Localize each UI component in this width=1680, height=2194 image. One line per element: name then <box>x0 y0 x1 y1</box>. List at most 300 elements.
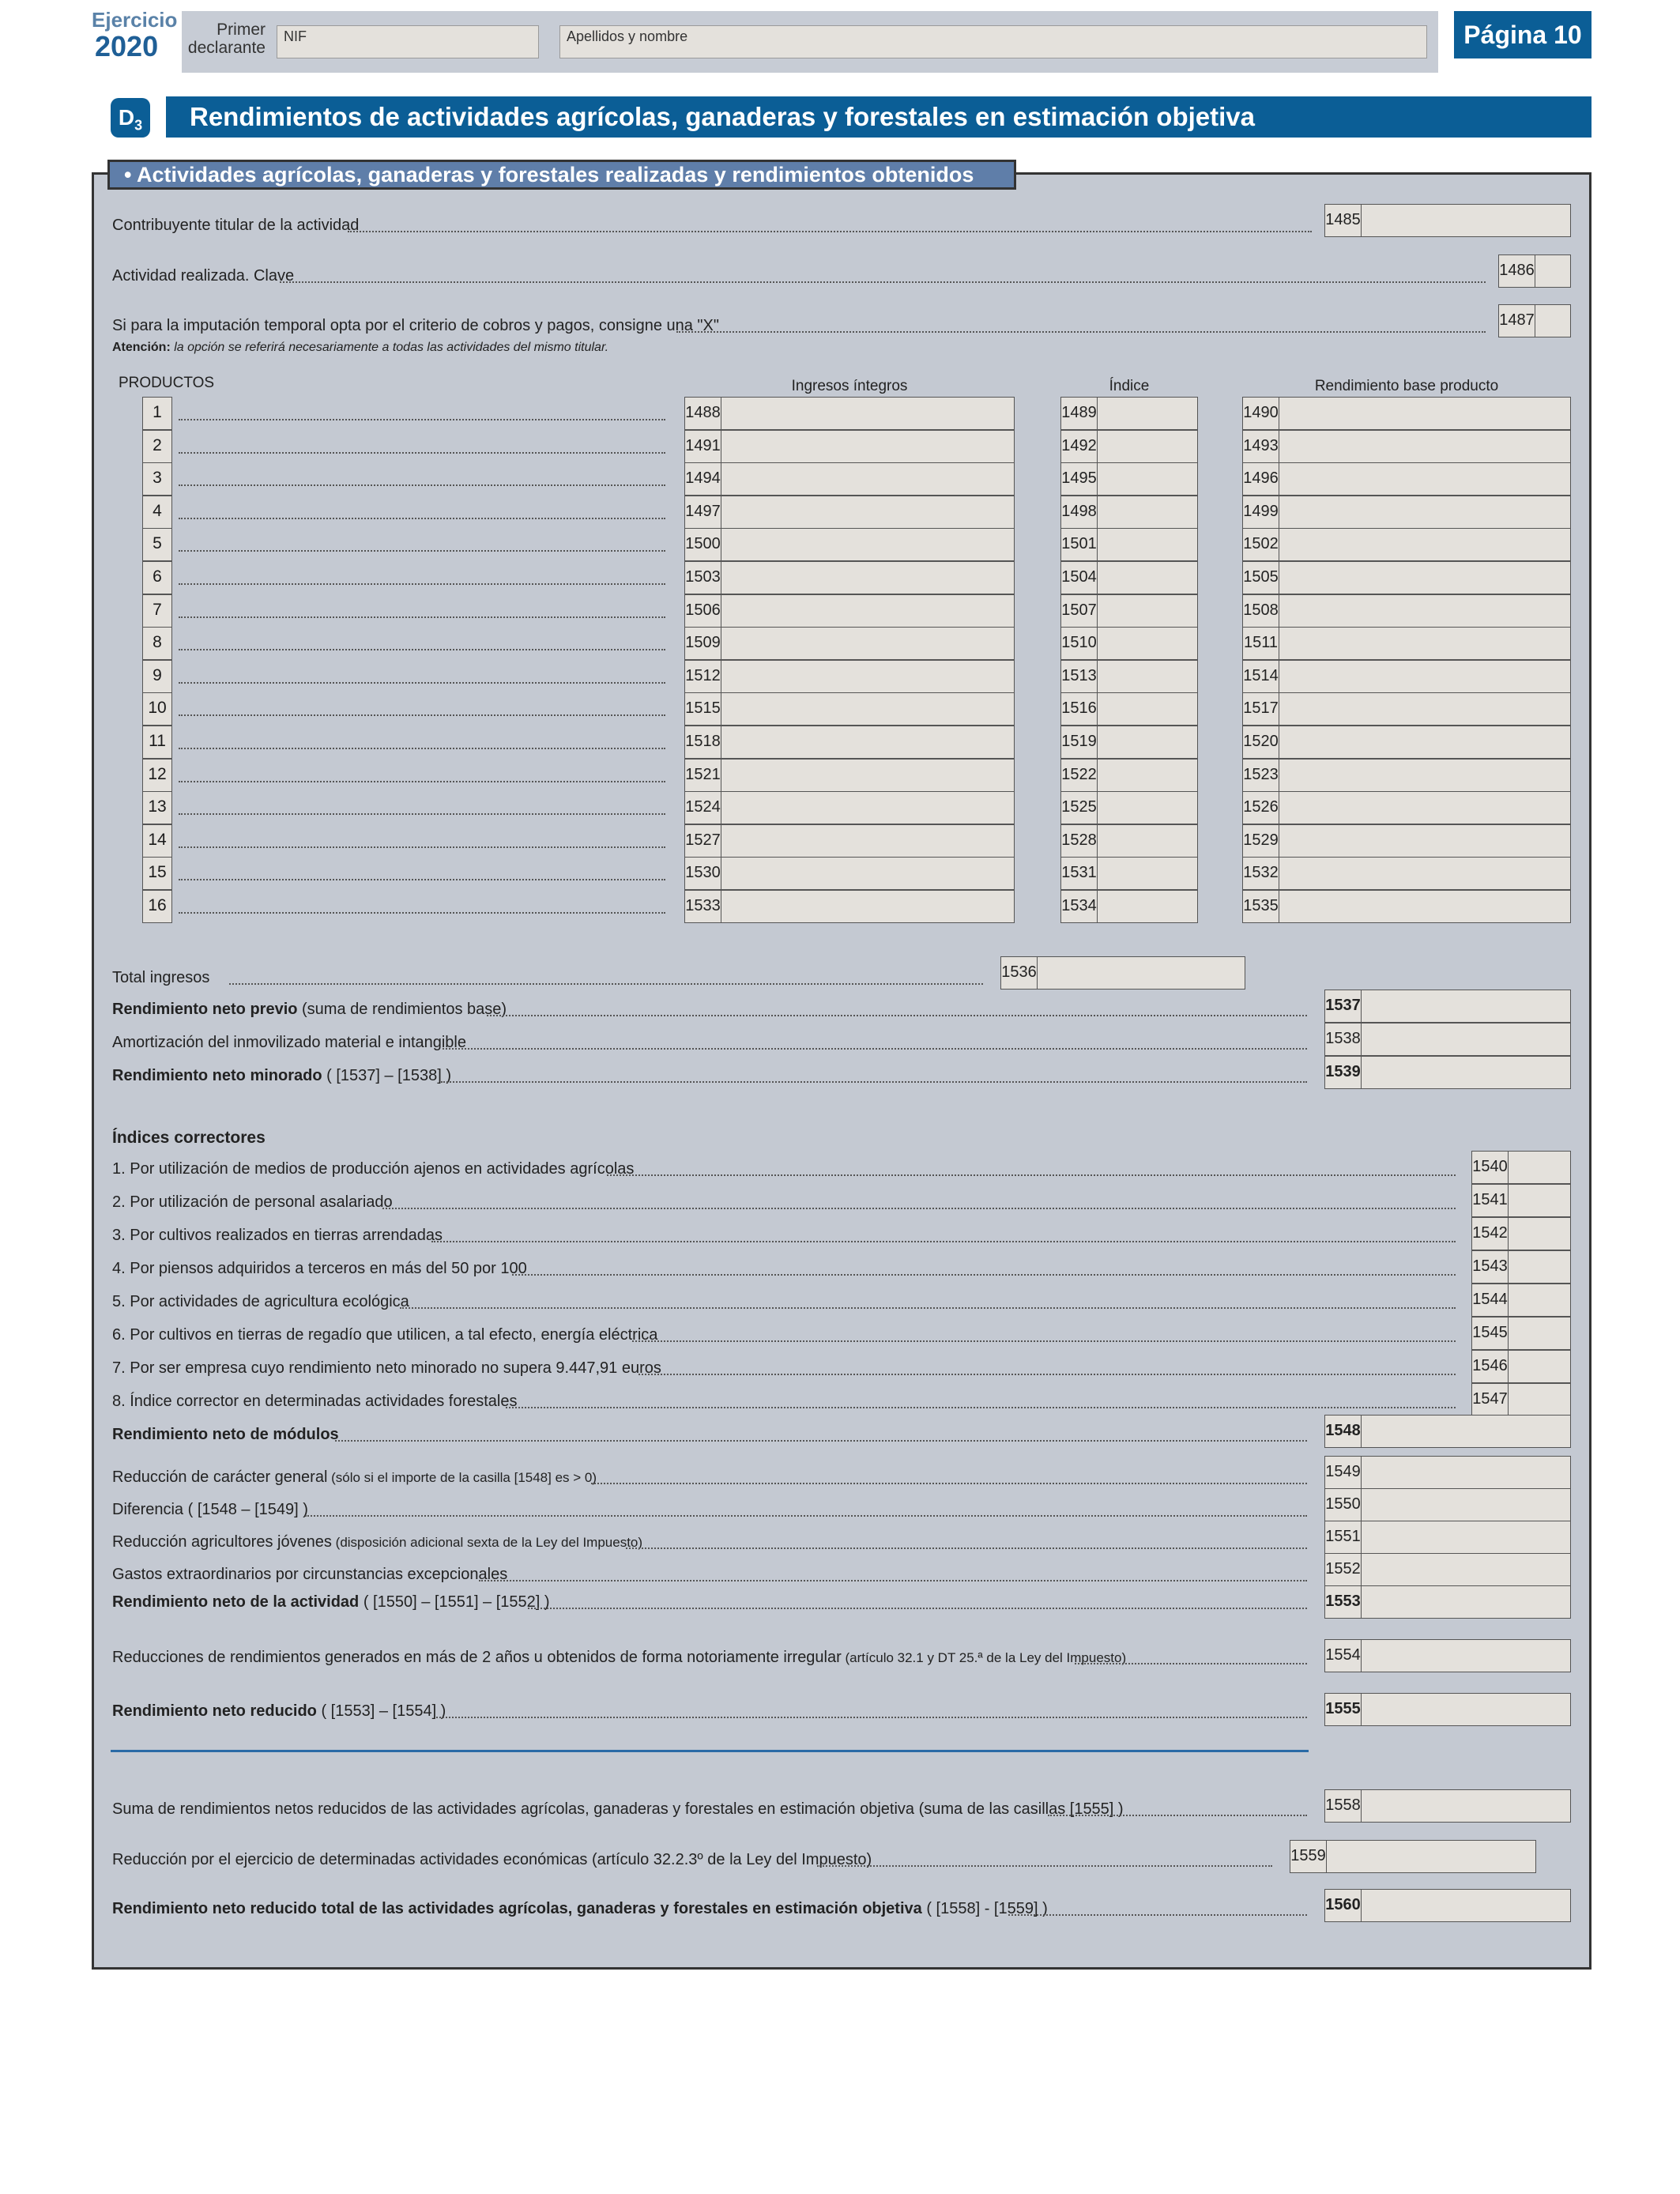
product-name-field[interactable] <box>175 496 667 527</box>
indice-corrector-box[interactable] <box>1471 1184 1571 1217</box>
box-code: 1521 <box>685 760 721 791</box>
dot-leader <box>528 1608 1307 1609</box>
dot-leader <box>179 616 665 618</box>
box-code: 1501 <box>1061 529 1098 560</box>
indice-corrector-box[interactable] <box>1471 1317 1571 1350</box>
dot-leader <box>607 1174 1456 1176</box>
productos-label: PRODUCTOS <box>119 375 215 391</box>
rendimiento-box[interactable] <box>1242 496 1571 529</box>
label-text: Amortización del inmovilizado material e intangible <box>112 1034 466 1051</box>
box-code: 1548 <box>1325 1416 1362 1447</box>
reduccion-ejercicio-box[interactable] <box>1290 1840 1536 1873</box>
dot-leader <box>179 714 665 716</box>
box-code: 1543 <box>1472 1251 1509 1283</box>
product-name-field[interactable] <box>175 430 667 462</box>
box-code: 1560 <box>1325 1890 1362 1921</box>
dot-leader <box>348 231 1312 232</box>
dot-leader <box>512 1274 1456 1276</box>
product-row-number: 8 <box>142 627 172 660</box>
indice-row-label <box>112 1326 657 1344</box>
ingresos-box[interactable] <box>684 496 1015 529</box>
attention-text: la opción se referirá necesariamente a todas las actividades del mismo titular. <box>170 341 609 354</box>
product-name-field[interactable] <box>175 726 667 757</box>
dot-leader <box>229 983 983 985</box>
label-text: (sólo si el importe de la casilla [1548] es > 0) <box>327 1470 597 1485</box>
dot-leader <box>179 846 665 848</box>
ingresos-box[interactable] <box>684 759 1015 792</box>
box-code: 1492 <box>1061 431 1098 462</box>
product-name-field[interactable] <box>175 397 667 428</box>
product-row-number: 14 <box>142 824 172 858</box>
label-text: (disposición adicional sexta de la Ley del Impuesto) <box>331 1535 643 1550</box>
box-code: 1533 <box>685 891 721 922</box>
dot-leader <box>626 1547 1307 1549</box>
reduccion-ejercicio-label <box>112 1851 872 1869</box>
dot-leader <box>179 912 665 914</box>
label-text: 1. Por utilización de medios de producción ajenos en actividades agrícolas <box>112 1160 635 1178</box>
box-code: 1504 <box>1061 562 1098 594</box>
label-text: Si para la imputación temporal opta por el criterio de cobros y pagos, consigne una "X" <box>112 317 719 334</box>
irregular-box[interactable] <box>1324 1639 1571 1672</box>
rendimiento-box[interactable] <box>1242 627 1571 660</box>
dot-leader <box>400 1307 1456 1309</box>
indice-corrector-box[interactable] <box>1471 1250 1571 1284</box>
box-code: 1490 <box>1243 398 1279 429</box>
label-text: Contribuyente titular de la actividad <box>112 217 360 234</box>
indice-box[interactable] <box>1060 726 1198 759</box>
rend-reducido-box[interactable] <box>1324 1693 1571 1726</box>
box-code: 1546 <box>1472 1351 1509 1382</box>
label-text: Diferencia ( [1548 – [1549] ) <box>112 1501 308 1518</box>
page-number: Página 10 <box>1454 11 1591 58</box>
dot-leader <box>179 484 665 486</box>
attention-note <box>112 341 608 355</box>
indice-box[interactable] <box>1060 824 1198 858</box>
rend-previo-label <box>112 1001 507 1019</box>
box-code: 1551 <box>1325 1521 1362 1553</box>
section-badge-sub: 3 <box>134 117 143 134</box>
label-text: Rendimiento neto reducido total de las actividades agrícolas, ganaderas y forestales en estimación objetiva <box>112 1900 922 1917</box>
box-code: 1491 <box>685 431 721 462</box>
ingresos-box[interactable] <box>684 561 1015 594</box>
product-name-field[interactable] <box>175 660 667 692</box>
box-code: 1486 <box>1499 255 1535 287</box>
dot-leader <box>179 518 665 519</box>
ejercicio-label: Ejercicio <box>92 8 178 32</box>
indice-box[interactable] <box>1060 692 1198 726</box>
box-code: 1497 <box>685 496 721 528</box>
box-code: 1522 <box>1061 760 1098 791</box>
dot-leader <box>506 1407 1456 1408</box>
modulos-label <box>112 1426 339 1444</box>
apellidos-label: Apellidos y nombre <box>567 28 688 44</box>
reduction-label <box>112 1468 597 1487</box>
box-code: 1495 <box>1061 463 1098 495</box>
label-text: 4. Por piensos adquiridos a terceros en más del 50 por 100 <box>112 1260 527 1277</box>
product-name-field[interactable] <box>175 462 667 494</box>
label-text: Rendimiento neto de la actividad <box>112 1593 360 1611</box>
label-text: Reducciones de rendimientos generados en más de 2 años u obtenidos de forma notoriamente irregular <box>112 1649 842 1666</box>
ingresos-box[interactable] <box>684 791 1015 824</box>
box-code: 1496 <box>1243 463 1279 495</box>
product-row-number: 11 <box>142 726 172 759</box>
reduction-label <box>112 1566 507 1584</box>
top-row-label <box>112 217 359 235</box>
label-text: Reducción agricultores jóvenes <box>112 1533 332 1551</box>
dot-leader <box>335 1440 1307 1442</box>
rendimiento-box[interactable] <box>1242 857 1571 890</box>
top-row-label <box>112 317 719 335</box>
indice-corrector-box[interactable] <box>1471 1350 1571 1383</box>
product-name-field[interactable] <box>175 692 667 724</box>
box-code: 1531 <box>1061 858 1098 889</box>
box-code: 1532 <box>1243 858 1279 889</box>
dot-leader <box>441 1081 1307 1083</box>
ingresos-box[interactable] <box>684 594 1015 628</box>
indice-box[interactable] <box>1060 791 1198 824</box>
ingresos-box[interactable] <box>684 890 1015 923</box>
indice-corrector-box[interactable] <box>1471 1151 1571 1184</box>
box-code: 1547 <box>1472 1384 1509 1416</box>
product-row-number: 7 <box>142 594 172 628</box>
dot-leader <box>817 1865 1272 1867</box>
ingresos-box[interactable] <box>684 528 1015 561</box>
rend-actividad-box[interactable] <box>1324 1585 1571 1619</box>
dot-leader <box>443 1048 1307 1050</box>
ingresos-box[interactable] <box>684 857 1015 890</box>
label-text: ( [1537] – [1538] ) <box>322 1067 451 1084</box>
box-code: 1519 <box>1061 726 1098 758</box>
dot-leader <box>179 649 665 650</box>
label-text: ( [1550] – [1551] – [1552] ) <box>359 1593 550 1611</box>
ingresos-box[interactable] <box>684 462 1015 496</box>
indice-corrector-box[interactable] <box>1471 1284 1571 1317</box>
dot-leader <box>638 1374 1456 1375</box>
modulos-box[interactable] <box>1324 1415 1571 1448</box>
box-code: 1554 <box>1325 1640 1362 1672</box>
indice-row-label <box>112 1293 409 1311</box>
rendimiento-box[interactable] <box>1242 462 1571 496</box>
box-code: 1550 <box>1325 1489 1362 1521</box>
ingresos-box[interactable] <box>684 824 1015 858</box>
box-code: 1505 <box>1243 562 1279 594</box>
label-text: (suma de rendimientos base) <box>297 1001 507 1018</box>
label-text: Rendimiento neto previo <box>112 1001 298 1018</box>
box-code: 1553 <box>1325 1586 1362 1618</box>
label-text: ( [1553] – [1554] ) <box>316 1702 446 1720</box>
rendimiento-box[interactable] <box>1242 561 1571 594</box>
product-row-number: 2 <box>142 430 172 463</box>
product-name-field[interactable] <box>175 857 667 888</box>
box-code: 1515 <box>685 693 721 725</box>
product-row-number: 16 <box>142 890 172 923</box>
box-code: 1527 <box>685 825 721 857</box>
irregular-label <box>112 1649 1126 1667</box>
product-name-field[interactable] <box>175 528 667 560</box>
indice-box[interactable] <box>1060 890 1198 923</box>
box-code: 1523 <box>1243 760 1279 791</box>
product-name-field[interactable] <box>175 759 667 790</box>
box-code: 1506 <box>685 595 721 627</box>
indice-box[interactable] <box>1060 462 1198 496</box>
rend-minorado-label <box>112 1067 451 1085</box>
box-code: 1535 <box>1243 891 1279 922</box>
box-code: 1520 <box>1243 726 1279 758</box>
product-name-field[interactable] <box>175 791 667 823</box>
dot-leader <box>382 1208 1456 1209</box>
dot-leader <box>179 813 665 815</box>
box-code: 1512 <box>685 661 721 692</box>
amortizacion-label <box>112 1034 466 1052</box>
dot-leader <box>179 682 665 684</box>
indice-box[interactable] <box>1060 496 1198 529</box>
top-row-box[interactable] <box>1324 204 1571 237</box>
box-code: 1524 <box>685 792 721 824</box>
reduction-label <box>112 1533 642 1551</box>
indice-row-label <box>112 1193 393 1212</box>
indice-corrector-box[interactable] <box>1471 1383 1571 1416</box>
rend-previo-box[interactable] <box>1324 990 1571 1023</box>
label-text: Rendimiento neto reducido <box>112 1702 317 1720</box>
amortizacion-box[interactable] <box>1324 1023 1571 1056</box>
indice-box[interactable] <box>1060 627 1198 660</box>
box-code: 1536 <box>1001 957 1038 989</box>
product-row-number: 12 <box>142 759 172 792</box>
ingresos-box[interactable] <box>684 692 1015 726</box>
rend-minorado-box[interactable] <box>1324 1056 1571 1089</box>
indice-corrector-box[interactable] <box>1471 1217 1571 1250</box>
box-code: 1510 <box>1061 628 1098 659</box>
box-code: 1538 <box>1325 1023 1362 1055</box>
ingresos-box[interactable] <box>684 430 1015 463</box>
ingresos-box[interactable] <box>684 397 1015 430</box>
dot-leader <box>676 331 1486 333</box>
rendimiento-box[interactable] <box>1242 660 1571 693</box>
nif-field[interactable] <box>277 25 539 58</box>
product-row-number: 4 <box>142 496 172 529</box>
total-ingresos-box[interactable] <box>1000 956 1245 990</box>
product-name-field[interactable] <box>175 594 667 626</box>
reduction-box[interactable] <box>1324 1456 1571 1489</box>
dot-leader <box>179 419 665 420</box>
box-code: 1513 <box>1061 661 1098 692</box>
col-rendimiento-header: Rendimiento base producto <box>1314 378 1499 394</box>
dot-leader <box>1008 1914 1307 1916</box>
label-text: Rendimiento neto de módulos <box>112 1426 339 1443</box>
reduction-label <box>112 1501 308 1519</box>
dot-leader <box>179 452 665 454</box>
indice-row-label <box>112 1393 518 1411</box>
rendimiento-box[interactable] <box>1242 692 1571 726</box>
label-text: Reducción por el ejercicio de determinadas actividades económicas (artículo 32.2.3º de la Ley del Impuesto) <box>112 1851 872 1868</box>
col-indice-header: Índice <box>1109 378 1150 394</box>
box-code: 1517 <box>1243 693 1279 725</box>
dot-leader <box>179 781 665 782</box>
rend-actividad-label <box>112 1593 550 1612</box>
attention-bold: Atención: <box>112 341 171 354</box>
box-code: 1552 <box>1325 1554 1362 1585</box>
box-code: 1502 <box>1243 529 1279 560</box>
box-code: 1529 <box>1243 825 1279 857</box>
top-row-box[interactable] <box>1498 254 1571 288</box>
dot-leader <box>431 1241 1456 1242</box>
dot-leader <box>179 748 665 749</box>
box-code: 1549 <box>1325 1457 1362 1488</box>
indice-box[interactable] <box>1060 430 1198 463</box>
box-code: 1542 <box>1472 1218 1509 1250</box>
dot-leader <box>436 1717 1307 1718</box>
dot-leader <box>1075 1663 1307 1664</box>
dot-leader <box>632 1340 1456 1342</box>
subsection-title: • Actividades agrícolas, ganaderas y forestales realizadas y rendimientos obtenidos <box>107 160 1016 190</box>
nif-label: NIF <box>284 28 307 44</box>
indice-box[interactable] <box>1060 594 1198 628</box>
indice-box[interactable] <box>1060 759 1198 792</box>
label-text: ( [1558] - [1559] ) <box>921 1900 1048 1917</box>
product-name-field[interactable] <box>175 561 667 593</box>
box-code: 1485 <box>1325 205 1362 236</box>
box-code: 1514 <box>1243 661 1279 692</box>
indice-box[interactable] <box>1060 561 1198 594</box>
box-code: 1494 <box>685 463 721 495</box>
rendimiento-box[interactable] <box>1242 890 1571 923</box>
rendimiento-box[interactable] <box>1242 824 1571 858</box>
final-label <box>112 1900 1048 1918</box>
ingresos-box[interactable] <box>684 726 1015 759</box>
rend-reducido-label <box>112 1702 446 1721</box>
indice-box[interactable] <box>1060 857 1198 890</box>
box-code: 1507 <box>1061 595 1098 627</box>
box-code: 1528 <box>1061 825 1098 857</box>
box-code: 1530 <box>685 858 721 889</box>
box-code: 1503 <box>685 562 721 594</box>
box-code: 1493 <box>1243 431 1279 462</box>
box-code: 1508 <box>1243 595 1279 627</box>
top-row-box[interactable] <box>1498 304 1571 337</box>
section-badge-letter: D <box>118 105 135 130</box>
top-row-label <box>112 267 294 285</box>
label-text: (artículo 32.1 y DT 25.ª de la Ley del Impuesto) <box>841 1650 1127 1665</box>
reduction-box[interactable] <box>1324 1553 1571 1586</box>
dot-leader <box>305 1515 1307 1517</box>
box-code: 1534 <box>1061 891 1098 922</box>
indice-box[interactable] <box>1060 397 1198 430</box>
box-code: 1509 <box>685 628 721 659</box>
product-row-number: 1 <box>142 397 172 430</box>
indice-box[interactable] <box>1060 660 1198 693</box>
dot-leader <box>1048 1815 1307 1816</box>
product-row-number: 5 <box>142 528 172 561</box>
label-text: 5. Por actividades de agricultura ecológica <box>112 1293 409 1310</box>
apellidos-field[interactable] <box>559 25 1427 58</box>
ingresos-box[interactable] <box>684 627 1015 660</box>
box-code: 1544 <box>1472 1284 1509 1316</box>
dot-leader <box>591 1483 1307 1484</box>
box-code: 1541 <box>1472 1185 1509 1216</box>
product-name-field[interactable] <box>175 890 667 922</box>
product-row-number: 9 <box>142 660 172 693</box>
indice-row-label <box>112 1359 661 1378</box>
box-code: 1489 <box>1061 398 1098 429</box>
product-row-number: 15 <box>142 857 172 890</box>
final-box[interactable] <box>1324 1889 1571 1922</box>
label-text: Total ingresos <box>112 969 210 986</box>
dot-leader <box>179 583 665 585</box>
dot-leader <box>179 879 665 880</box>
box-code: 1540 <box>1472 1152 1509 1183</box>
dot-leader <box>179 550 665 552</box>
indices-title: Índices correctores <box>112 1129 266 1147</box>
label-text: 7. Por ser empresa cuyo rendimiento neto minorado no supera 9.447,91 euros <box>112 1359 661 1377</box>
section-badge <box>111 98 150 138</box>
box-code: 1498 <box>1061 496 1098 528</box>
label-text: 8. Índice corrector en determinadas actividades forestales <box>112 1393 518 1410</box>
section-title: Rendimientos de actividades agrícolas, ganaderas y forestales en estimación objetiva <box>166 96 1591 138</box>
total-ingresos-label <box>112 969 209 987</box>
reduction-box[interactable] <box>1324 1521 1571 1554</box>
box-code: 1545 <box>1472 1318 1509 1349</box>
box-code: 1499 <box>1243 496 1279 528</box>
box-code: 1537 <box>1325 990 1362 1022</box>
indice-row-label <box>112 1227 443 1245</box>
indice-box[interactable] <box>1060 528 1198 561</box>
col-ingresos-header: Ingresos íntegros <box>791 378 908 394</box>
dot-leader <box>487 1015 1307 1016</box>
box-code: 1488 <box>685 398 721 429</box>
product-row-number: 10 <box>142 692 172 726</box>
box-code: 1525 <box>1061 792 1098 824</box>
label-text: 6. Por cultivos en tierras de regadío que utilicen, a tal efecto, energía eléctrica <box>112 1326 658 1344</box>
product-row-number: 6 <box>142 561 172 594</box>
rendimiento-box[interactable] <box>1242 594 1571 628</box>
label-text: Actividad realizada. Clave <box>112 267 295 285</box>
label-text: 3. Por cultivos realizados en tierras arrendadas <box>112 1227 443 1244</box>
product-name-field[interactable] <box>175 824 667 856</box>
rendimiento-box[interactable] <box>1242 528 1571 561</box>
box-code: 1555 <box>1325 1694 1362 1725</box>
dot-leader <box>280 281 1486 283</box>
label-text: Suma de rendimientos netos reducidos de las actividades agrícolas, ganaderas y forestales en estimación objetiva (suma de las casillas [1555] ) <box>112 1800 1124 1818</box>
product-row-number: 3 <box>142 462 172 496</box>
suma-box[interactable] <box>1324 1789 1571 1823</box>
product-name-field[interactable] <box>175 627 667 658</box>
label-text: Rendimiento neto minorado <box>112 1067 322 1084</box>
suma-label <box>112 1800 1124 1819</box>
label-text: 2. Por utilización de personal asalariado <box>112 1193 393 1211</box>
label-text: Reducción de carácter general <box>112 1468 328 1486</box>
box-code: 1539 <box>1325 1057 1362 1088</box>
box-code: 1558 <box>1325 1790 1362 1822</box>
reduction-box[interactable] <box>1324 1488 1571 1521</box>
indice-row-label <box>112 1160 634 1178</box>
rendimiento-box[interactable] <box>1242 430 1571 463</box>
box-code: 1500 <box>685 529 721 560</box>
box-code: 1511 <box>1243 628 1279 659</box>
box-code: 1518 <box>685 726 721 758</box>
ejercicio-year: 2020 <box>95 30 159 62</box>
product-row-number: 13 <box>142 791 172 824</box>
box-code: 1559 <box>1290 1841 1327 1872</box>
box-code: 1516 <box>1061 693 1098 725</box>
box-code: 1526 <box>1243 792 1279 824</box>
ingresos-box[interactable] <box>684 660 1015 693</box>
rendimiento-box[interactable] <box>1242 726 1571 759</box>
rendimiento-box[interactable] <box>1242 791 1571 824</box>
indice-row-label <box>112 1260 527 1278</box>
rendimiento-box[interactable] <box>1242 759 1571 792</box>
primer-declarante-label: Primer declarante <box>187 21 266 57</box>
rendimiento-box[interactable] <box>1242 397 1571 430</box>
